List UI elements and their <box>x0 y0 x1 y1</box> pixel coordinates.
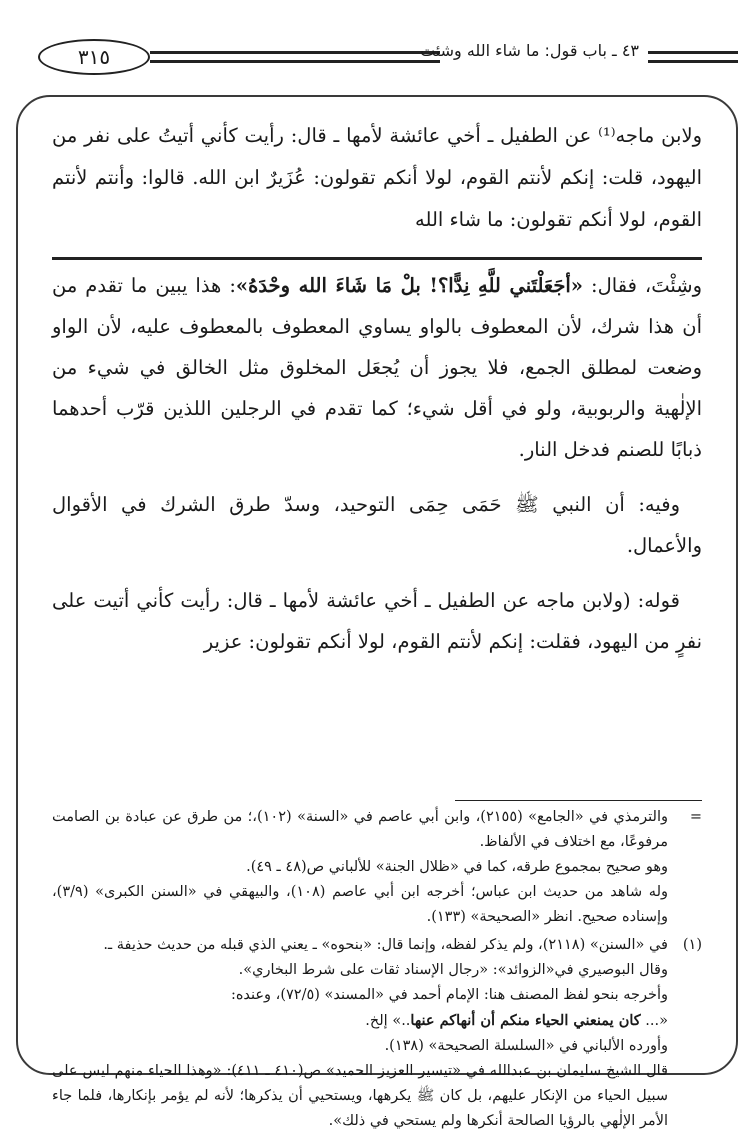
footnote-continuation <box>52 805 702 930</box>
footnote-1-line-4 <box>52 1008 668 1034</box>
header-rule-left-2 <box>150 60 440 63</box>
page-header <box>0 0 751 80</box>
footnote-1-line-3: وأخرجه بنحو لفظ المصنف هنا: الإمام أحمد في «المسند» (٧٢/٥)، وعنده: <box>230 987 668 1003</box>
fn1-quote-close: ..» إلخ. <box>365 1013 411 1029</box>
footnote-1-line-5: وأورده الألباني في «السلسلة الصحيحة» (١٣٨). <box>384 1038 668 1054</box>
footnote-rule <box>455 800 702 801</box>
hadith-quote-bold: «أجَعَلْتَني للَّهِ نِدًّا؟! بلْ مَا شَاءَ الله وحْدَهُ» <box>235 274 583 297</box>
footnote-1-line-6: قال الشيخ سليمان بن عبدالله في «تيسير العزيز الحميد» ص(٤١٠ ـ ٤١١): «وهذا الحياء منهم ليس على سبيل الحياء من الإنكار عليهم، بل كان ﷺ يكرهها، ويستحيي أن يذكرها؛ لأنه لم يؤمر بإنكارها، فلما جاء الأمر الإلٰهي بالرؤيا الصالحة أنكرها ولم يستحي في ذلك». <box>52 1063 668 1129</box>
commentary-paragraph-1 <box>52 265 702 470</box>
chapter-title: ٤٣ ـ باب قول: ما شاء الله وشئت <box>420 41 639 60</box>
fn1-quote-open: «... <box>640 1013 668 1029</box>
footnote-cont-line-3: وله شاهد من حديث ابن عباس؛ أخرجه ابن أبي عاصم (١٠٨)، والبيهقي في «السنن الكبرى» (٣/٩)، وإسناده صحيح. انظر «الصحيحة» (١٣٣). <box>52 884 668 925</box>
footnote-1-marker: (١) <box>682 937 702 953</box>
footnotes <box>52 805 702 1134</box>
header-rule-right-2 <box>648 60 738 63</box>
page-number-text: ٣١٥ <box>77 45 111 69</box>
commentary-p1-start: وشِئْتَ، فقال: <box>583 274 702 297</box>
header-rule-right <box>648 51 738 54</box>
footnote-1 <box>52 933 702 1134</box>
commentary-paragraph-2: وفيه: أن النبي ﷺ حَمَى حِمَى التوحيد، وسدّ طرق الشرك في الأقوال والأعمال. <box>52 493 702 557</box>
hadith-quote: ولابن ماجه⁽¹⁾ عن الطفيل ـ أخي عائشة لأمها ـ قال: رأيت كأني أتيتُ على نفر من اليهود، قلت: إنكم لأنتم القوم، لولا أنكم تقولون: عُزَيرٌ ابن الله. قالوا: وأنتم لأنتم القوم، لولا أنكم تقولون: ما شاء الله <box>52 124 702 231</box>
commentary-p1-rest: : هذا يبين ما تقدم من أن هذا شرك، لأن المعطوف بالواو يساوي المعطوف بالمعطوف عليه، لأن الواو وضعت لمطلق الجمع، فلا يجوز أن يُجعَل المخلوق مثل الخالق في شيء من الإلٰهية والربوبية، ولو في أقل شيء؛ كما تقدم في الرجلين اللذين قرّب أحدهما ذبابًا للصنم فدخل النار. <box>52 274 702 461</box>
fn1-quote-bold: كان يمنعني الحياء منكم أن أنهاكم عنها <box>410 1012 641 1029</box>
footnote-cont-line-2: وهو صحيح بمجموع طرقه، كما في «ظلال الجنة» للألباني ص(٤٨ ـ ٤٩). <box>246 859 668 875</box>
footnote-1-line-1: في «السنن» (٢١١٨)، ولم يذكر لفظه، وإنما قال: «بنحوه» ـ يعني الذي قبله من حديث حذيفة ـ. <box>103 937 668 953</box>
footnote-1-line-2: وقال البوصيري في«الزوائد»: «رجال الإسناد ثقات على شرط البخاري». <box>238 962 668 978</box>
section-divider <box>52 257 702 260</box>
page-number <box>38 39 150 75</box>
continuation-mark: = <box>689 809 702 825</box>
commentary <box>52 265 702 676</box>
commentary-paragraph-3: قوله: (ولابن ماجه عن الطفيل ـ أخي عائشة لأمها ـ قال: رأيت كأني أتيت على نفرٍ من اليهود، فقلت: إنكم لأنتم القوم، لولا أنكم تقولون: عزير <box>52 589 702 653</box>
footnote-cont-line-1: والترمذي في «الجامع» (٢١٥٥)، وابن أبي عاصم في «السنة» (١٠٢)،؛ من طرق عن عبادة بن الصامت مرفوعًا، مع اختلاف في الألفاظ. <box>52 809 668 850</box>
header-rule-left <box>150 51 440 54</box>
